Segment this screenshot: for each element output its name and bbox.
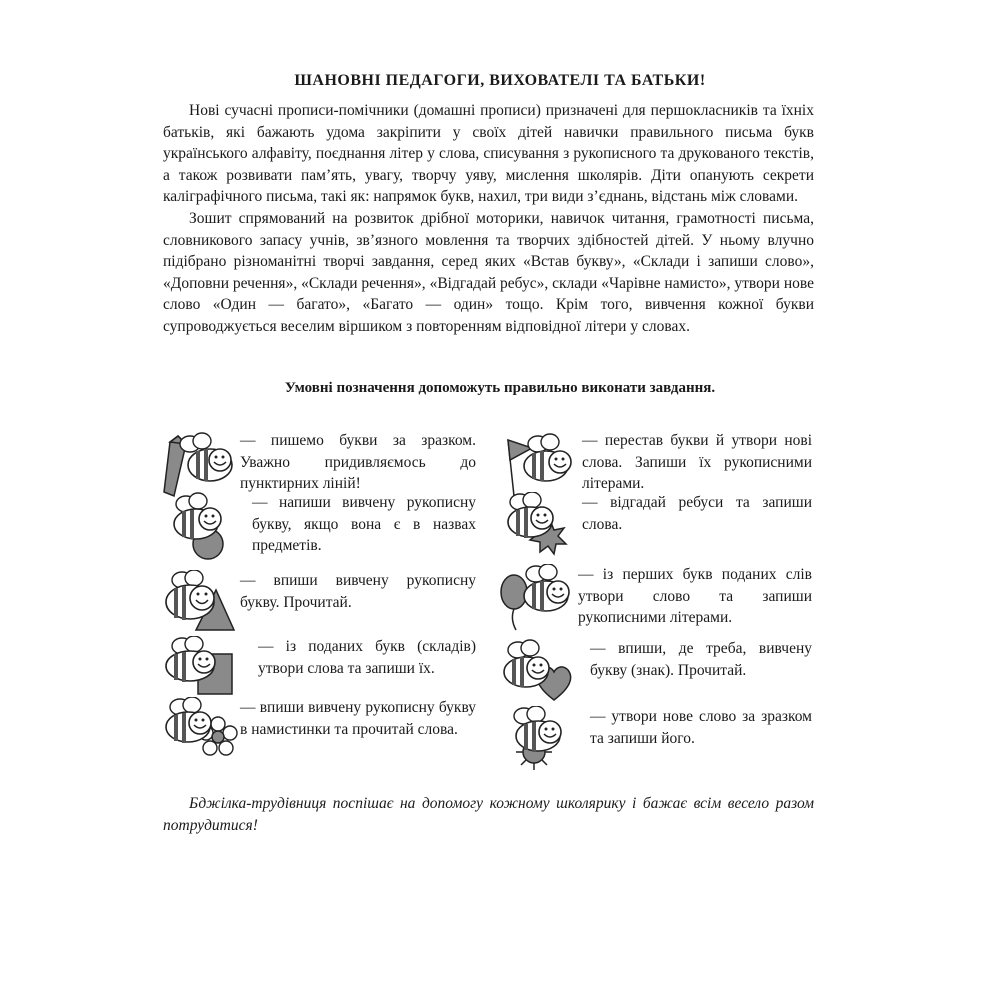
bee-flag-icon: [498, 430, 576, 498]
legend-text: — пишемо букви за зразком. Уважно придивляємось до пунктирних ліній!: [240, 432, 476, 492]
legend-item-beads: [160, 697, 478, 757]
legend-text: — утвори нове слово за зразком та запиши його.: [590, 708, 812, 747]
legend-text: — із поданих букв (складів) утвори слова та запиши їх.: [258, 638, 476, 677]
legend-heading: Умовні позначення допоможуть правильно виконати завдання.: [284, 380, 716, 396]
legend-item-write-by-sample: [160, 430, 478, 490]
bee-circle-icon: [160, 492, 238, 560]
bee-triangle-icon: [160, 570, 238, 638]
bee-flower-icon: [160, 697, 238, 765]
legend-item-insert-letter: [160, 570, 478, 630]
legend-item-new-word: [498, 706, 814, 766]
legend-text: — впиши вивчену рукописну букву. Прочитай.: [240, 572, 476, 611]
legend-text: — напиши вивчену рукописну букву, якщо вона є в назвах предметів.: [252, 494, 476, 554]
legend-text: — перестав букви й утвори нові слова. Запиши їх рукописними літерами.: [582, 432, 812, 492]
intro-paragraph-2: Зошит спрямований на розвиток дрібної моторики, навичок читання, грамотності письма, словникового запасу учнів, зв’язного мовлення та творчих здібностей дітей. У ньому влучно підібрано різноманітні творчі завдання, серед яких «Встав букву», «Склади і запиши слово», «Доповни речення», «Склади речення», «Відгадай ребус», склади «Чарівне намисто», утвори нове слово «Один — багато», «Багато — один» тощо. Крім того, вивчення кожної букви супроводжується веселим віршиком з повторенням відповідної літери у словах.: [163, 209, 814, 335]
legend-item-rearrange: [498, 430, 814, 490]
legend-item-rebus: [498, 492, 814, 552]
bee-square-icon: [160, 636, 238, 704]
legend-text: — із перших букв поданих слів утвори слово та запиши рукописними літерами.: [578, 566, 812, 626]
bee-sun-icon: [498, 706, 576, 774]
intro-paragraph-1: Нові сучасні прописи-помічники (домашні прописи) призначені для першокласників та їхніх батьків, які бажають удома закріпити у своїх дітей навички правильного письма букв українського алфавіту, поєднання літер у слова, списування з рукописного та друкованого текстів, а також розвивати пам’ять, увагу, творчу уяву, мислення школярів. Діти опанують секрети каліграфічного письма, такі як: напрямок букв, нахил, три види з’єднань, відстань між словами.: [163, 102, 814, 206]
bee-pencil-icon: [160, 430, 238, 498]
legend-item-make-words: [160, 636, 478, 696]
bee-balloon-icon: [498, 564, 576, 632]
legend-text: — впиши, де треба, вивчену букву (знак). Прочитай.: [590, 640, 812, 679]
legend-text: — відгадай ребуси та запиши слова.: [582, 494, 812, 533]
legend-text: — впиши вивчену рукописну букву в намистинки та прочитай слова.: [240, 699, 476, 738]
intro-text: [163, 100, 814, 338]
bee-heart-icon: [498, 638, 576, 706]
legend-item-insert-sign: [498, 638, 814, 698]
legend-item-first-letters: [498, 564, 814, 624]
page-title: ШАНОВНІ ПЕДАГОГИ, ВИХОВАТЕЛІ ТА БАТЬКИ!: [294, 72, 706, 89]
closing-text: Бджілка-трудівниця поспішає на допомогу кожному школярику і бажає всім весело разом потрудитися!: [163, 795, 814, 834]
bee-star-icon: [498, 492, 576, 560]
legend-item-find-letter: [160, 492, 478, 552]
